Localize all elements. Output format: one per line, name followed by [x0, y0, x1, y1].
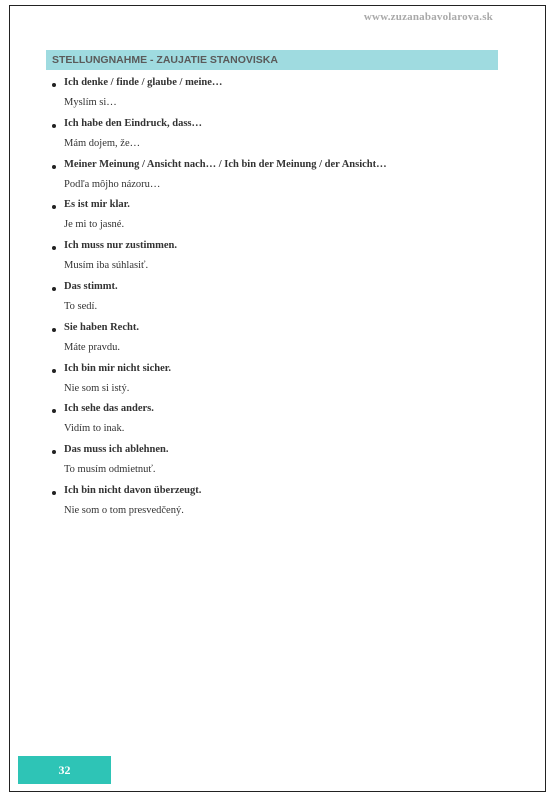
german-phrase: Meiner Meinung / Ansicht nach… / Ich bin der Meinung / der Ansicht… — [64, 158, 387, 170]
german-phrase: Es ist mir klar. — [64, 199, 130, 211]
bullet-icon — [52, 124, 56, 128]
bullet-icon — [52, 328, 56, 332]
bullet-icon — [52, 83, 56, 87]
slovak-translation: Nie som o tom presvedčený. — [64, 504, 184, 516]
german-phrase: Ich denke / finde / glaube / meine… — [64, 77, 223, 88]
german-phrase: Ich sehe das anders. — [64, 403, 154, 415]
bullet-icon — [52, 165, 56, 169]
german-phrase: Ich habe den Eindruck, dass… — [64, 117, 203, 129]
slovak-translation: Vidím to inak. — [64, 423, 125, 435]
slovak-translation: To sedí. — [64, 300, 98, 312]
slovak-translation: Podľa môjho názoru… — [64, 178, 161, 190]
slovak-translation: Máte pravdu. — [64, 341, 120, 353]
slovak-translation: To musím odmietnuť. — [64, 464, 156, 476]
page-number-badge: 32 — [18, 756, 111, 784]
bullet-icon — [52, 287, 56, 291]
slovak-translation: Nie som si istý. — [64, 382, 130, 394]
slovak-translation: Je mi to jasné. — [64, 219, 125, 231]
bullet-icon — [52, 369, 56, 373]
german-phrase: Sie haben Recht. — [64, 321, 139, 333]
slovak-translation: Myslím si… — [64, 97, 117, 108]
german-phrase: Das stimmt. — [64, 280, 118, 292]
section-title: STELLUNGNAHME - ZAUJATIE STANOVISKA — [46, 50, 498, 70]
site-url[interactable]: www.zuzanabavolarova.sk — [363, 11, 493, 23]
german-phrase: Ich muss nur zustimmen. — [64, 240, 177, 252]
slovak-translation: Mám dojem, že… — [64, 137, 141, 149]
slovak-translation: Musím iba súhlasiť. — [64, 260, 149, 272]
german-phrase: Ich bin nicht davon überzeugt. — [64, 484, 202, 496]
german-phrase: Ich bin mir nicht sicher. — [64, 362, 172, 374]
bullet-icon — [52, 491, 56, 495]
german-phrase: Das muss ich ablehnen. — [64, 444, 169, 456]
